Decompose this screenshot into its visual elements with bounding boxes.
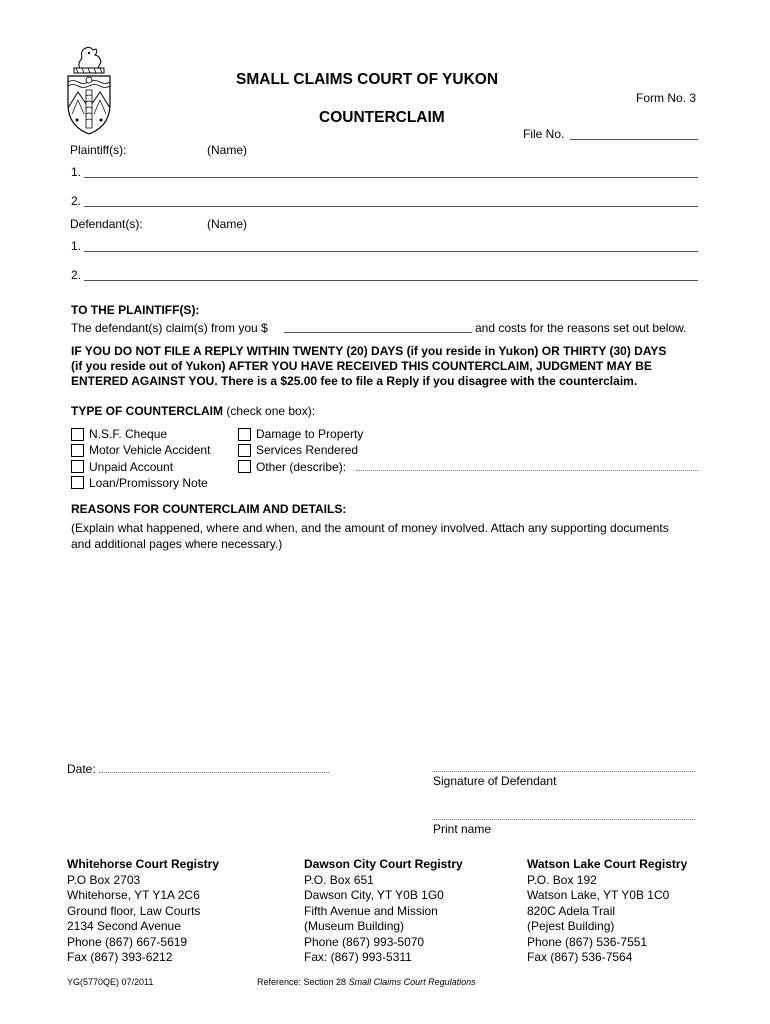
- registry-name: Dawson City Court Registry: [304, 857, 463, 871]
- type-hint: (check one box):: [226, 404, 316, 418]
- registry-line: Fifth Avenue and Mission: [304, 903, 438, 918]
- defendant-2-field[interactable]: [84, 280, 698, 281]
- court-title: SMALL CLAIMS COURT OF YUKON: [236, 71, 499, 88]
- reasons-instructions-2: and additional pages where necessary.): [71, 537, 283, 551]
- registry-line: Fax (867) 536-7564: [527, 950, 633, 964]
- defendant-2-number: 2.: [71, 268, 82, 282]
- checkbox-nsf-cheque[interactable]: [71, 428, 84, 441]
- registry-line: Phone (867) 993-5070: [304, 934, 425, 949]
- claim-suffix: and costs for the reasons set out below.: [475, 321, 687, 335]
- checkbox-unpaid-account[interactable]: [71, 460, 84, 473]
- reasons-heading: REASONS FOR COUNTERCLAIM AND DETAILS:: [71, 502, 347, 516]
- plaintiff-2-field[interactable]: [84, 206, 698, 207]
- registry-line: P.O. Box 651: [304, 872, 374, 887]
- form-number: Form No. 3: [636, 91, 697, 105]
- checkbox-motor-vehicle-accident[interactable]: [71, 444, 84, 457]
- registry-name: Whitehorse Court Registry: [67, 857, 220, 871]
- print-name-label: Print name: [433, 822, 492, 836]
- registry-name: Watson Lake Court Registry: [527, 857, 688, 871]
- registry-line: 820C Adela Trail: [527, 903, 616, 918]
- type-heading-row: [71, 404, 315, 418]
- reasons-instructions-1: (Explain what happened, where and when, and the amount of money involved. Attach any supporting documents: [71, 521, 669, 535]
- date-label: Date:: [67, 762, 96, 776]
- checkbox-other[interactable]: [238, 460, 251, 473]
- registry-line: Dawson City, YT Y0B 1G0: [304, 888, 444, 902]
- option-damage-to-property: Damage to Property: [256, 427, 364, 441]
- to-plaintiffs-heading: TO THE PLAINTIFF(S):: [71, 303, 200, 317]
- registry-line: Fax: (867) 993-5311: [304, 950, 412, 964]
- checkbox-damage-to-property[interactable]: [238, 428, 251, 441]
- registry-line: P.O Box 2703: [67, 872, 141, 887]
- date-field[interactable]: [99, 772, 329, 773]
- file-no-field[interactable]: [570, 139, 698, 140]
- registry-line: P.O. Box 192: [527, 872, 597, 887]
- warning-line-3: ENTERED AGAINST YOU. There is a $25.00 fee to file a Reply if you disagree with the counterclaim.: [71, 374, 638, 388]
- option-loan-promissory-note: Loan/Promissory Note: [89, 476, 208, 490]
- option-motor-vehicle-accident: Motor Vehicle Accident: [89, 443, 211, 457]
- claim-amount-field[interactable]: [284, 332, 472, 333]
- registry-line: Watson Lake, YT Y0B 1C0: [527, 888, 670, 902]
- registry-line: Whitehorse, YT Y1A 2C6: [67, 888, 200, 902]
- registry-line: Phone (867) 667-5619: [67, 934, 188, 949]
- option-services-rendered: Services Rendered: [256, 443, 359, 457]
- registry-dawson-city: [304, 857, 463, 966]
- reasons-text-area[interactable]: [71, 556, 698, 756]
- other-describe-field[interactable]: [356, 470, 698, 471]
- registry-line: Fax (867) 393-6212: [67, 950, 173, 964]
- checkbox-services-rendered[interactable]: [238, 444, 251, 457]
- file-no-label: File No.: [523, 127, 565, 141]
- defendant-1-number: 1.: [71, 239, 82, 253]
- defendants-label: Defendant(s):: [70, 217, 143, 231]
- signature-label: Signature of Defendant: [433, 774, 557, 788]
- form-code: YG(5770QE) 07/2011: [67, 977, 154, 987]
- registry-watson-lake: [527, 857, 687, 966]
- claim-prefix: The defendant(s) claim(s) from you $: [71, 321, 268, 335]
- print-name-field[interactable]: [432, 819, 695, 820]
- option-other: Other (describe):: [256, 460, 347, 474]
- document-title: COUNTERCLAIM: [319, 109, 445, 126]
- option-nsf-cheque: N.S.F. Cheque: [89, 427, 168, 441]
- defendant-1-field[interactable]: [84, 251, 698, 252]
- plaintiff-1-number: 1.: [71, 165, 82, 179]
- registry-line: (Pejest Building): [527, 919, 615, 933]
- registry-line: (Museum Building): [304, 919, 405, 933]
- registry-line: Phone (867) 536-7551: [527, 934, 648, 949]
- registry-line: Ground floor, Law Courts: [67, 903, 201, 918]
- plaintiff-2-number: 2.: [71, 194, 82, 208]
- reference-regulations: Small Claims Court Regulations: [348, 977, 476, 987]
- signature-field[interactable]: [432, 771, 695, 772]
- checkbox-loan-promissory-note[interactable]: [71, 476, 84, 489]
- plaintiff-name-label: (Name): [207, 143, 248, 157]
- registry-line: 2134 Second Avenue: [67, 919, 181, 933]
- reference-prefix: Reference: Section 28: [257, 977, 347, 987]
- registry-whitehorse: [67, 857, 219, 966]
- warning-line-2: (if you reside out of Yukon) AFTER YOU HAVE RECEIVED THIS COUNTERCLAIM, JUDGMENT MAY BE: [71, 359, 652, 373]
- defendant-name-label: (Name): [207, 217, 248, 231]
- yukon-coat-of-arms-icon: [60, 44, 118, 136]
- warning-line-1: IF YOU DO NOT FILE A REPLY WITHIN TWENTY (20) DAYS (if you reside in Yukon) OR THIRTY (30) DAYS: [71, 344, 667, 358]
- type-heading: TYPE OF COUNTERCLAIM: [71, 404, 223, 418]
- regulation-reference: [257, 977, 476, 987]
- plaintiffs-label: Plaintiff(s):: [70, 143, 127, 157]
- plaintiff-1-field[interactable]: [84, 177, 698, 178]
- option-unpaid-account: Unpaid Account: [89, 460, 174, 474]
